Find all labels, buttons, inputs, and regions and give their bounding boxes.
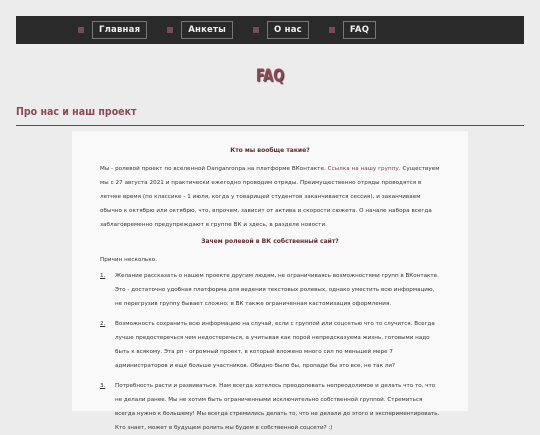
list-number: 2. bbox=[100, 321, 106, 327]
content-card bbox=[72, 131, 468, 431]
question-heading-who: Кто мы вообще такие? bbox=[230, 147, 310, 154]
list-text: Возможность сохранить всю информацию на случай, если с группой или соцсетью что то случится. Всегда лучше предостеречься чем недостеречься, а учитывая как порой непредсказуема жизнь, готовыми надо быть к всякому. Эта рп - огромный проект, в который вложено много сил по меньшей мере 7 администраторов и еще больше участников. Обидно было бы, пропади бы это все, не так ли? bbox=[115, 321, 435, 369]
nav-home-button[interactable]: Главная bbox=[92, 21, 147, 39]
nav-item-home bbox=[78, 21, 161, 39]
nav-faq-button[interactable]: FAQ bbox=[343, 21, 376, 39]
list-number: 3. bbox=[100, 383, 106, 389]
list-text: Потребность расти и развиваться. Нам всегда хотелось преодолевать непреодолимое и делать что то, что не делали ранее. Мы не хотим быть ограниченными исключительно собственной группой. Стремиться всегда нужно к большему! Мы всегда стремились делать то, что не делали до этого и экспериментировать. Кто знает, может в будущем ролить мы будем в собственной соцсети? :) bbox=[115, 383, 440, 431]
list-text: Желание рассказать о нашем проекте другим людям, не ограничиваясь возможностями групп в ВКонтакте. Это - достаточно удобная платформа для ведения текстовых ролевых, однако уместить всю информацию, не перегрузив группу бывает сложно; в ВК также ограниченная кастомизация оформления. bbox=[115, 273, 439, 307]
group-link[interactable]: Ссылка на нашу группу. bbox=[327, 166, 401, 172]
nav-item-faq bbox=[329, 21, 390, 39]
bullet-icon bbox=[329, 27, 335, 33]
about-text-end: Существуем мы с 27 августа 2021 и практически ежегодно проводим отряды. Преимущественно отряды проводятся в летнее время (по классике - 1 июля, когда у товарищей студентов заканчивается сессия), и заканчиваем обычно к октябрю или октябрю, что, впрочем, зависит от актива и скорости сюжета. О начале набора всегда заблаговременно предупреждают в группе ВК и здесь, в разделе новости. bbox=[100, 166, 440, 228]
section-divider bbox=[16, 125, 524, 126]
nav-item-profiles bbox=[167, 21, 247, 39]
page-title: FAQ bbox=[255, 66, 285, 86]
bullet-icon bbox=[167, 27, 173, 33]
nav-about-button[interactable]: О нас bbox=[267, 21, 309, 39]
nav-item-about bbox=[253, 21, 323, 39]
nav-profiles-button[interactable]: Анкеты bbox=[181, 21, 233, 39]
top-navigation bbox=[16, 16, 524, 44]
about-text-start: Мы - ролевой проект по вселенной Danganronpa на платформе ВКонтакте. bbox=[100, 166, 328, 172]
section-heading: Про нас и наш проект bbox=[16, 106, 137, 118]
list-item bbox=[100, 379, 440, 435]
list-item bbox=[100, 269, 440, 311]
about-paragraph bbox=[100, 162, 440, 232]
reasons-list bbox=[100, 269, 440, 435]
reasons-intro: Причин несколько. bbox=[100, 257, 158, 263]
bullet-icon bbox=[78, 27, 84, 33]
bullet-icon bbox=[253, 27, 259, 33]
list-number: 1. bbox=[100, 273, 106, 279]
question-heading-why-site: Зачем ролевой в ВК собственный сайт? bbox=[201, 238, 339, 245]
list-item bbox=[100, 317, 440, 373]
